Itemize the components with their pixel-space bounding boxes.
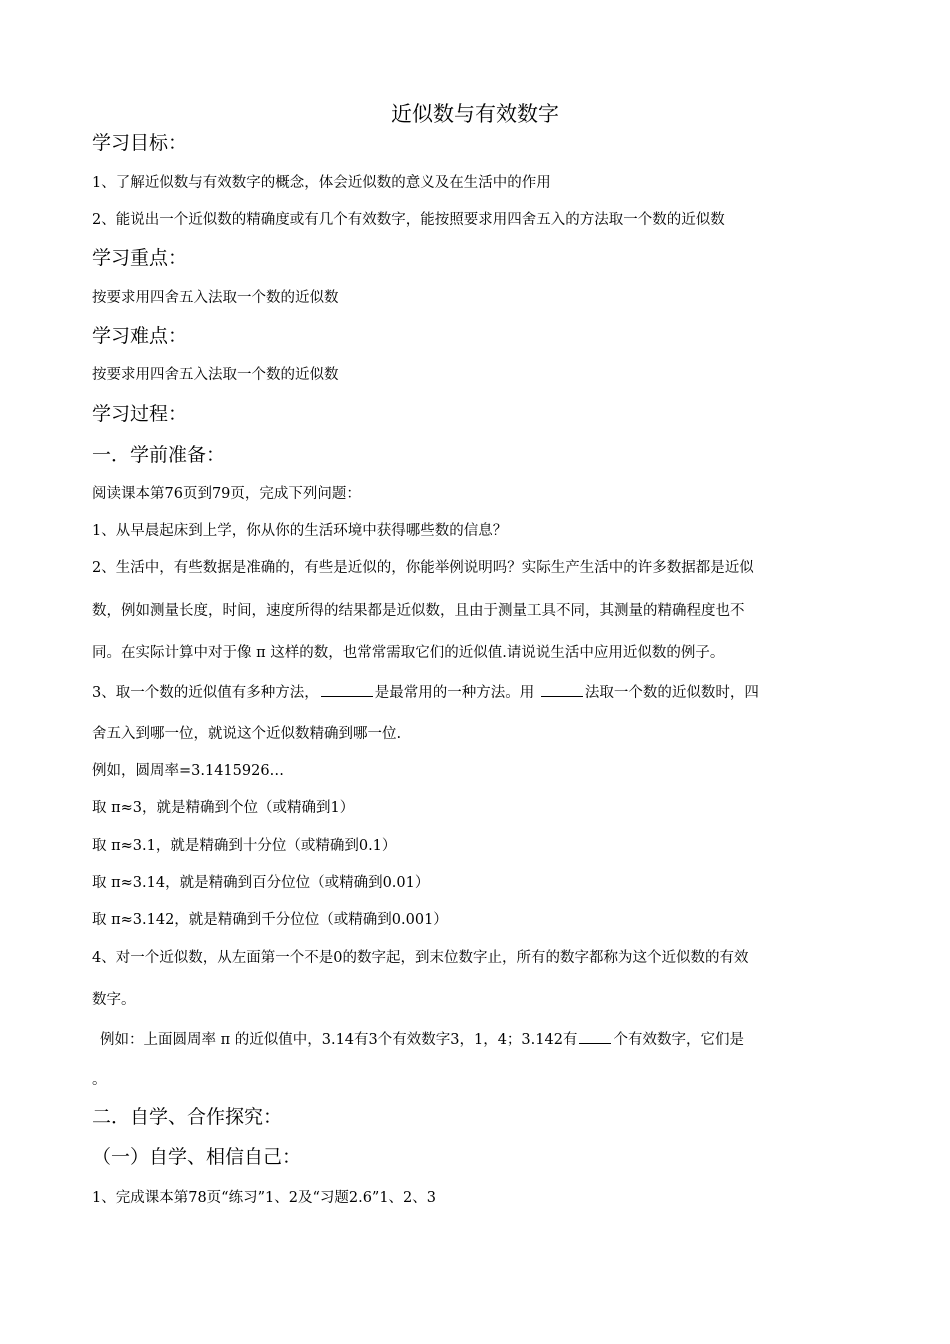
question-1: 1、从早晨起床到上学，你从你的生活环境中获得哪些数的信息？ — [92, 523, 508, 539]
question-3-text-a: 3、取一个数的近似值有多种方法， — [92, 685, 319, 701]
example-intro: 例如，圆周率=3.1415926… — [92, 763, 285, 779]
question-3-text-c: 法取一个数的近似数时，四 — [584, 685, 759, 701]
goals-heading: 学习目标： — [92, 132, 188, 154]
process-heading: 学习过程： — [92, 403, 188, 425]
fill-in-blank[interactable] — [579, 1029, 611, 1045]
goal-item-2: 2、能说出一个近似数的精确度或有几个有效数字，能按照要求用四舍五入的方法取一个数的近似数 — [92, 212, 725, 228]
question-2-line-3: 同。在实际计算中对于像 π 这样的数，也常常需取它们的近似值.请说说生活中应用近似数的例子。 — [92, 645, 725, 661]
section-1-heading: 一．学前准备： — [92, 444, 226, 466]
example-line-2: 取 π≈3.1，就是精确到十分位（或精确到0.1） — [92, 838, 397, 854]
difficulty-text: 按要求用四舍五入法取一个数的近似数 — [92, 367, 339, 383]
goal-item-1: 1、了解近似数与有效数字的概念，体会近似数的意义及在生活中的作用 — [92, 175, 551, 191]
question-4-example — [100, 1028, 744, 1049]
example-line-3: 取 π≈3.14，就是精确到百分位位（或精确到0.01） — [92, 875, 430, 891]
question-4-line-2: 数字。 — [92, 992, 136, 1008]
question-3-line-1 — [92, 681, 759, 702]
section-2-heading: 二．自学、合作探究： — [92, 1106, 283, 1128]
question-3-text-b: 是最常用的一种方法。用 — [374, 685, 539, 701]
key-points-heading: 学习重点： — [92, 247, 188, 269]
example-line-4: 取 π≈3.142，就是精确到千分位位（或精确到0.001） — [92, 912, 448, 928]
page-title: 近似数与有效数字 — [391, 102, 559, 126]
question-2-line-2: 数，例如测量长度，时间，速度所得的结果都是近似数，且由于测量工具不同，其测量的精确程度也不 — [92, 603, 745, 619]
fill-in-blank[interactable] — [541, 682, 583, 698]
question-3-line-2: 舍五入到哪一位，就说这个近似数精确到哪一位. — [92, 726, 402, 742]
question-2-line-1: 2、生活中，有些数据是准确的，有些是近似的，你能举例说明吗？实际生产生活中的许多数据都是近似 — [92, 560, 754, 576]
task-1: 1、完成课本第78页“练习”1、2及“习题2.6”1、2、3 — [92, 1190, 437, 1206]
reading-instruction: 阅读课本第76页到79页，完成下列问题： — [92, 486, 361, 502]
example-line-1: 取 π≈3，就是精确到个位（或精确到1） — [92, 800, 355, 816]
fill-in-blank[interactable] — [321, 682, 373, 698]
question-4-line-1: 4、对一个近似数，从左面第一个不是0的数字起，到末位数字止，所有的数字都称为这个近似数的有效 — [92, 950, 749, 966]
subsection-1-heading: （一）自学、相信自己： — [92, 1146, 302, 1168]
question-4-example-end: 。 — [92, 1072, 107, 1088]
difficulty-heading: 学习难点： — [92, 325, 188, 347]
question-4-example-text-a: 例如：上面圆周率 π 的近似值中，3.14有3个有效数字3，1，4；3.142有 — [100, 1032, 578, 1048]
key-points-text: 按要求用四舍五入法取一个数的近似数 — [92, 290, 339, 306]
question-4-example-text-b: 个有效数字，它们是 — [613, 1032, 744, 1048]
